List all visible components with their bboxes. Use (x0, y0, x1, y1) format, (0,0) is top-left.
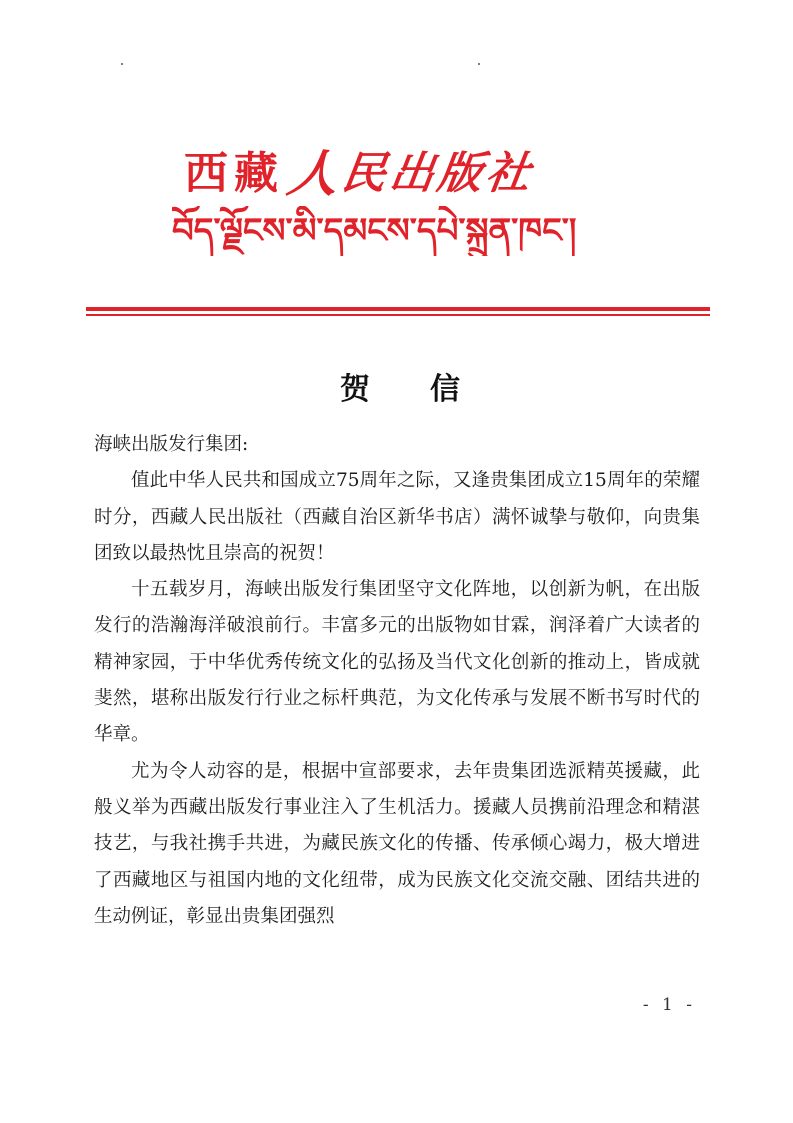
paragraph: 尤为令人动容的是，根据中宣部要求，去年贵集团选派精英援藏，此般义举为西藏出版发行事业注入了生机活力。援藏人员携前沿理念和精湛技艺，与我社携手共进，为藏民族文化的传播、传承倾心竭力，极大增进了西藏地区与祖国内地的文化纽带，成为民族文化交流交融、团结共进的生动例证，彰显出贵集团强烈 (94, 760, 700, 927)
letter-title: 贺信 (340, 372, 520, 407)
masthead-tibetan: བོད་ལྗོངས་མི་དམངས་དཔེ་སྐྲུན་ཁང་། (172, 211, 577, 251)
masthead-chinese (184, 142, 614, 206)
masthead-divider-thin (86, 314, 710, 316)
page-number: - 1 - (642, 995, 696, 1015)
paragraph: 值此中华人民共和国成立75周年之际，又逢贵集团成立15周年的荣耀时分，西藏人民出版社（西藏自治区新华书店）满怀诚挚与敬仰，向贵集团致以最热忱且崇高的祝贺！ (94, 470, 700, 564)
masthead-script-char: 民 (338, 148, 390, 199)
paragraph: 十五载岁月，海峡出版发行集团坚守文化阵地，以创新为帆，在出版发行的浩瀚海洋破浪前行。丰富多元的出版物如甘霖，润泽着广大读者的精神家园，于中华优秀传统文化的弘扬及当代文化创新的推动上，皆成就斐然，堪称出版发行行业之标杆典范，为文化传承与发展不断书写时代的华章。 (94, 579, 700, 746)
masthead-divider-thick (86, 307, 710, 311)
masthead-script-char: 版 (434, 148, 486, 199)
letter-body (94, 427, 700, 935)
masthead-chinese-print: 西藏 (184, 148, 284, 199)
scan-speck (478, 63, 480, 65)
masthead-script-char: 社 (482, 148, 534, 199)
scan-speck (121, 63, 123, 65)
masthead-script-char: 人 (283, 145, 343, 203)
salutation: 海峡出版发行集团: (94, 434, 249, 455)
masthead-script-char: 出 (386, 148, 438, 199)
